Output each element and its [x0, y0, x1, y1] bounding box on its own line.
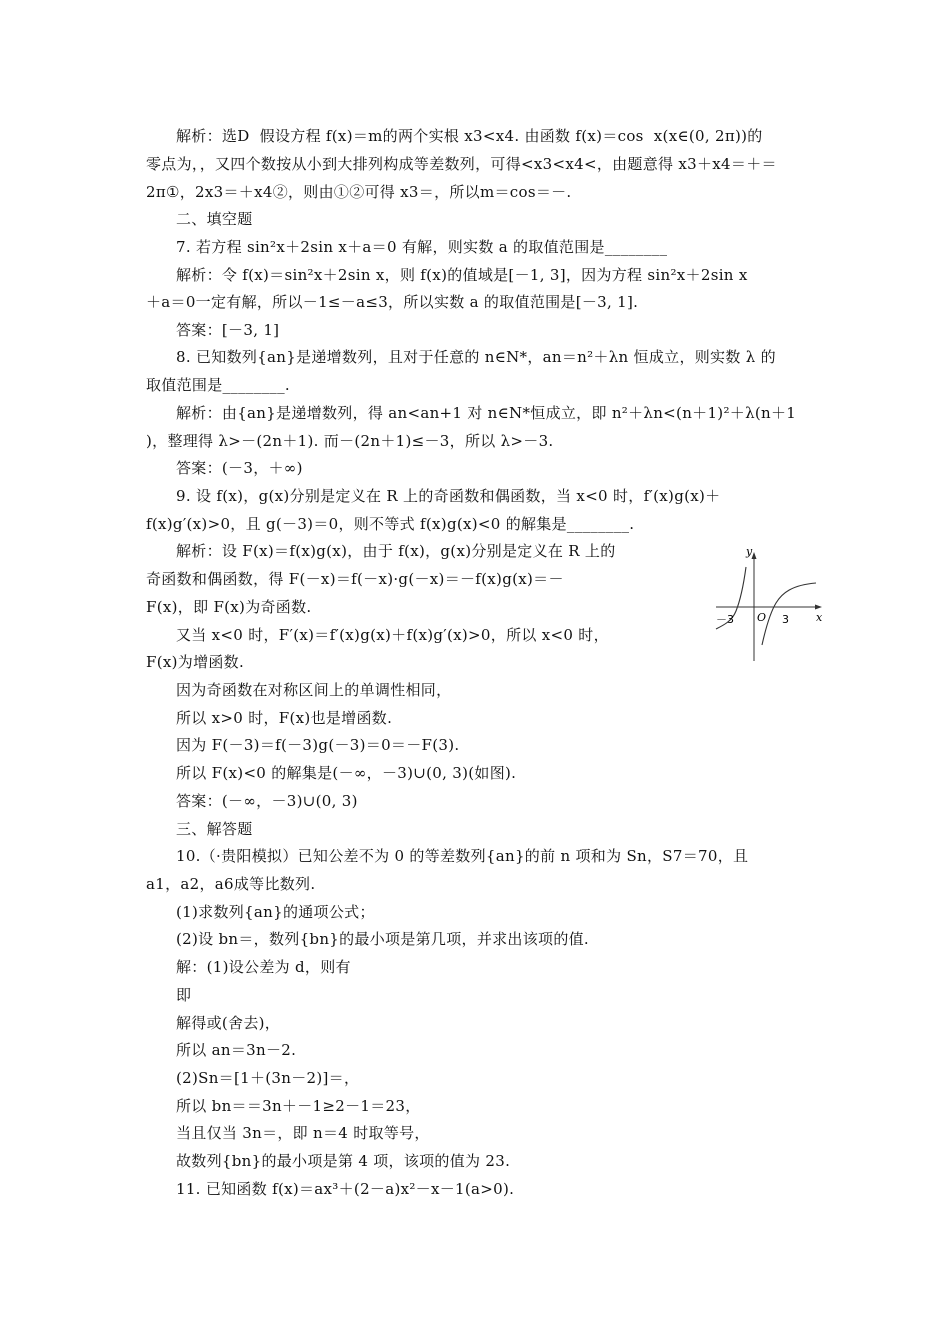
answer-8: 答案：(－3，＋∞): [176, 459, 303, 477]
function-graph-figure: [712, 545, 828, 663]
text-line: 所以 F(x)<0 的解集是(－∞，－3)∪(0, 3)(如图).: [176, 764, 517, 782]
text-line: 解得或(舍去)，: [176, 1014, 281, 1032]
text-line: a1，a2，a6成等比数列.: [146, 875, 316, 893]
text-line: 因为 F(－3)＝f(－3)g(－3)＝0＝－F(3).: [176, 736, 460, 754]
question-7: 7. 若方程 sin²x＋2sin x＋a＝0 有解，则实数 a 的取值范围是________: [176, 238, 668, 256]
y-axis-arrow-icon: [752, 552, 757, 559]
tick-label-neg-3: －3: [716, 613, 734, 626]
text-line: 零点为，，又四个数按从小到大排列构成等差数列，可得<x3<x4<，由题意得 x3＋x4＝＋＝: [146, 155, 777, 173]
text-line: )，整理得 λ>－(2n＋1). 而－(2n＋1)≤－3，所以 λ>－3.: [146, 432, 554, 450]
text-line: f(x)g′(x)>0，且 g(－3)＝0，则不等式 f(x)g(x)<0 的解集是________.: [146, 515, 635, 533]
answer-9: 答案：(－∞，－3)∪(0, 3): [176, 792, 358, 810]
text-line: 奇函数和偶函数，得 F(－x)＝f(－x)·g(－x)＝－f(x)g(x)＝－: [146, 570, 564, 588]
function-graph: [712, 545, 828, 663]
text-line: (1)求数列{an}的通项公式；: [176, 903, 375, 921]
x-axis-label: x: [816, 611, 823, 624]
text-line: F(x)为增函数.: [146, 653, 245, 671]
text-line: 解析：由{an}是递增数列，得 an<an+1 对 n∈N*恒成立，即 n²＋λn<(n＋1)²＋λ(n＋1: [176, 404, 797, 422]
x-axis-arrow-icon: [815, 605, 822, 610]
y-axis-label: y: [746, 545, 753, 558]
text-line: 即: [176, 986, 192, 1004]
text-line: 所以 an＝3n－2.: [176, 1041, 297, 1059]
text-line: 当且仅当 3n＝，即 n＝4 时取等号，: [176, 1124, 430, 1142]
answer-7: 答案：[－3, 1]: [176, 321, 280, 339]
text-line: 解析：令 f(x)＝sin²x＋2sin x，则 f(x)的值域是[－1, 3]，因为方程 sin²x＋2sin x: [176, 266, 748, 284]
text-line: 又当 x<0 时，F′(x)＝f′(x)g(x)＋f(x)g′(x)>0，所以 x<0 时，: [176, 626, 609, 644]
text-line: 因为奇函数在对称区间上的单调性相同，: [176, 681, 452, 699]
text-line: 解：(1)设公差为 d，则有: [176, 958, 351, 976]
section-heading: 二、填空题: [176, 210, 253, 228]
text-line: (2)Sn＝[1＋(3n－2)]＝，: [176, 1069, 360, 1087]
text-line: 2π①，2x3＝＋x4②，则由①②可得 x3＝，所以m＝cos＝－.: [146, 183, 572, 201]
text-line: 所以 bn＝＝3n＋－1≥2－1＝23，: [176, 1097, 421, 1115]
text-line: 所以 x>0 时，F(x)也是增函数.: [176, 709, 393, 727]
question-9: 9. 设 f(x)，g(x)分别是定义在 R 上的奇函数和偶函数，当 x<0 时，f′(x)g(x)＋: [176, 487, 721, 505]
tick-label-3: 3: [782, 613, 789, 626]
question-8: 8. 已知数列{an}是递增数列，且对于任意的 n∈N*，an＝n²＋λn 恒成立，则实数 λ 的: [176, 348, 776, 366]
text-line: 故数列{bn}的最小项是第 4 项，该项的值为 23.: [176, 1152, 511, 1170]
text-line: F(x)，即 F(x)为奇函数.: [146, 598, 312, 616]
text-line: 取值范围是________.: [146, 376, 290, 394]
text-line: 解析：设 F(x)＝f(x)g(x)，由于 f(x)，g(x)分别是定义在 R 上的: [176, 542, 616, 560]
question-11: 11. 已知函数 f(x)＝ax³＋(2－a)x²－x－1(a>0).: [176, 1180, 515, 1198]
question-10: 10.（·贵阳模拟）已知公差不为 0 的等差数列{an}的前 n 项和为 Sn，S7＝70，且: [176, 847, 749, 865]
text-line: ＋a＝0一定有解，所以－1≤－a≤3，所以实数 a 的取值范围是[－3, 1].: [146, 293, 639, 311]
section-heading: 三、解答题: [176, 820, 253, 838]
text-line: (2)设 bn＝，数列{bn}的最小项是第几项，并求出该项的值.: [176, 930, 589, 948]
text-line: 解析：选D 假设方程 f(x)＝m的两个实根 x3<x4. 由函数 f(x)＝cos x(x∈(0, 2π))的: [176, 127, 763, 145]
origin-label: O: [757, 611, 767, 624]
curve-right: [762, 583, 816, 645]
